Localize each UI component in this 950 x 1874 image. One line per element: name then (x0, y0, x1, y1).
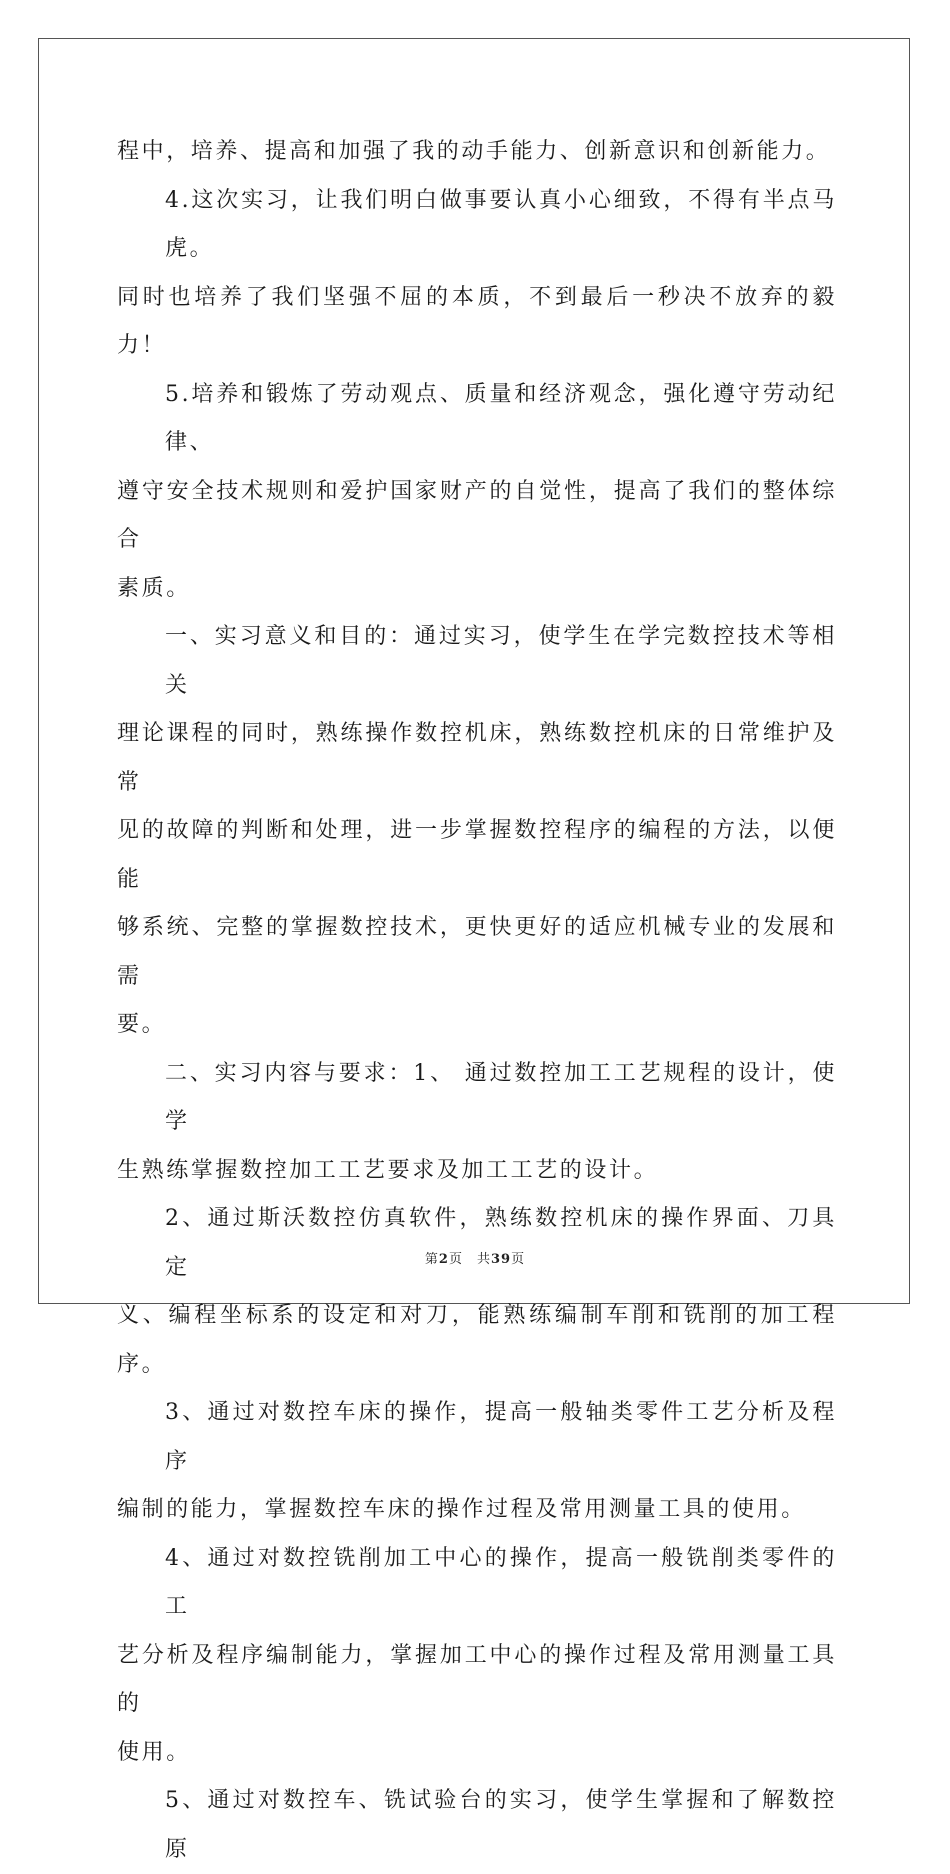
total-suffix: 页 (511, 1252, 526, 1267)
text-line: 编制的能力，掌握数控车床的操作过程及常用测量工具的使用。 (117, 1497, 806, 1522)
page-current: 2 (438, 1252, 449, 1267)
page-suffix: 页 (448, 1252, 463, 1267)
text-line: 使用。 (117, 1739, 191, 1765)
page-footer (0, 1248, 950, 1267)
text-line: 2、通过斯沃数控仿真软件，熟练数控机床的操作界面、刀具定 (165, 1206, 837, 1280)
text-line: 理论课程的同时，熟练操作数控机床，熟练数控机床的日常维护及常 (117, 721, 837, 795)
text-line: 艺分析及程序编制能力，掌握加工中心的操作过程及常用测量工具的 (117, 1642, 837, 1716)
document-body (117, 128, 837, 1874)
text-line: 见的故障的判断和处理，进一步掌握数控程序的编程的方法，以便能 (117, 818, 837, 892)
text-line: 素质。 (117, 575, 191, 601)
text-line: 生熟练掌握数控加工工艺要求及加工工艺的设计。 (117, 1157, 659, 1183)
text-line: 4、通过对数控铣削加工中心的操作，提高一般铣削类零件的工 (165, 1545, 837, 1619)
text-line: 要。 (117, 1012, 167, 1037)
text-line: 二、实习内容与要求：1、 通过数控加工工艺规程的设计，使学 (165, 1060, 837, 1134)
text-line: 够系统、完整的掌握数控技术，更快更好的适应机械专业的发展和需 (117, 915, 837, 989)
text-line: 遵守安全技术规则和爱护国家财产的自觉性，提高了我们的整体综合 (117, 478, 837, 552)
page-prefix: 第 (424, 1252, 439, 1267)
text-line: 3、通过对数控车床的操作，提高一般轴类零件工艺分析及程序 (165, 1400, 837, 1474)
page-total: 39 (490, 1252, 512, 1267)
text-line: 义、编程坐标系的设定和对刀，能熟练编制车削和铣削的加工程序。 (117, 1303, 837, 1377)
text-line: 一、实习意义和目的：通过实习，使学生在学完数控技术等相关 (165, 624, 837, 698)
text-lines (117, 128, 837, 1874)
text-line: 程中，培养、提高和加强了我的动手能力、创新意识和创新能力。 (117, 139, 831, 164)
text-line: 同时也培养了我们坚强不屈的本质，不到最后一秒决不放弃的毅力！ (117, 284, 837, 358)
text-line: 4.这次实习，让我们明白做事要认真小心细致，不得有半点马虎。 (165, 187, 837, 261)
text-line: 5、通过对数控车、铣试验台的实习，使学生掌握和了解数控原 (165, 1788, 837, 1862)
text-line: 5.培养和锻炼了劳动观点、质量和经济观念，强化遵守劳动纪律、 (165, 381, 837, 455)
total-prefix: 共 (476, 1252, 491, 1267)
